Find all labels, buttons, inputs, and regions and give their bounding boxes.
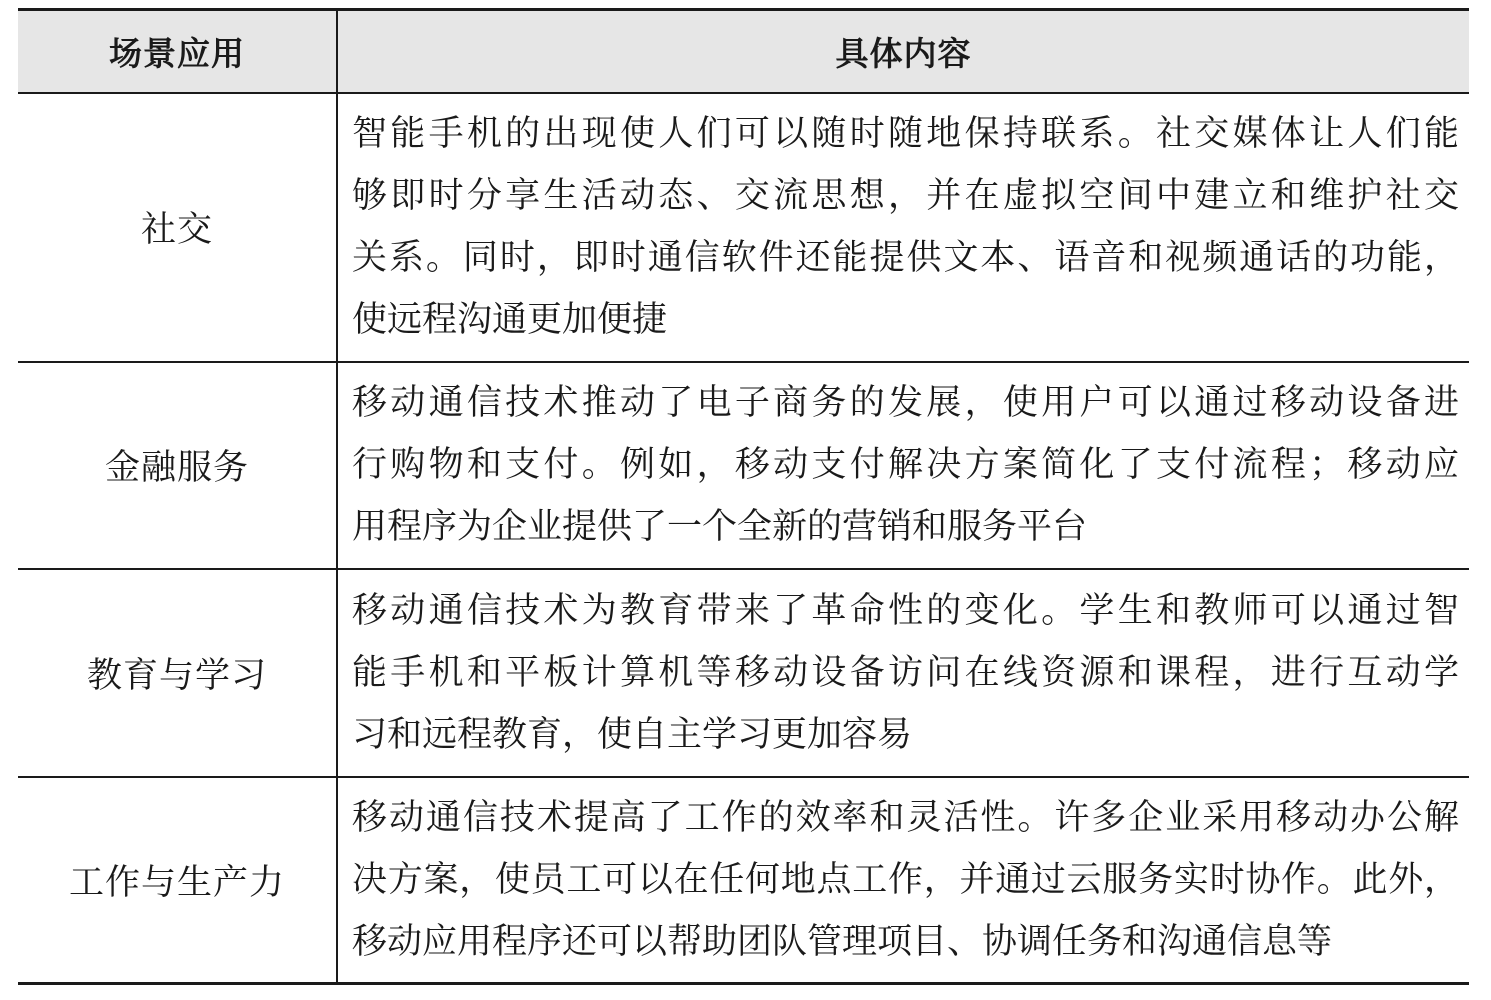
content-line: 关系。同时，即时通信软件还能提供文本、语音和视频通话的功能， [352,238,1459,278]
row-scenario: 教育与学习 [18,569,337,777]
content-line: 够即时分享生活动态、交流思想，并在虚拟空间中建立和维护社交 [352,176,1459,216]
content-line: 智能手机的出现使人们可以随时随地保持联系。社交媒体让人们能 [352,114,1459,154]
row-content [337,777,1469,984]
header-content: 具体内容 [835,33,972,73]
row-scenario: 社交 [18,93,337,362]
table-row [18,362,1469,569]
row-content [337,362,1469,569]
content-line: 行购物和支付。例如，移动支付解决方案简化了支付流程；移动应 [352,445,1459,485]
row-scenario: 金融服务 [18,362,337,569]
table-row [18,777,1469,984]
content-line: 用程序为企业提供了一个全新的营销和服务平台 [352,507,1088,547]
content-line: 移动通信技术推动了电子商务的发展，使用户可以通过移动设备进 [352,383,1459,423]
header-row [18,10,1469,93]
content-line: 使远程沟通更加便捷 [352,300,668,340]
content-line: 能手机和平板计算机等移动设备访问在线资源和课程，进行互动学 [352,652,1459,693]
row-content [337,93,1469,362]
content-line: 移动通信技术为教育带来了革命性的变化。学生和教师可以通过智 [352,590,1459,631]
table-row [18,569,1469,777]
scenario-table [18,8,1469,985]
content-line: 习和远程教育，使自主学习更加容易 [352,714,913,755]
content-line: 移动应用程序还可以帮助团队管理项目、协调任务和沟通信息等 [352,921,1333,962]
row-content [337,569,1469,777]
row-scenario: 工作与生产力 [18,777,337,984]
content-line: 决方案，使员工可以在任何地点工作，并通过云服务实时协作。此外， [352,859,1459,900]
scenario-table-wrapper [18,8,1469,985]
header-scenario: 场景应用 [18,10,337,93]
content-line: 移动通信技术提高了工作的效率和灵活性。许多企业采用移动办公解 [352,797,1459,838]
table-row [18,93,1469,362]
